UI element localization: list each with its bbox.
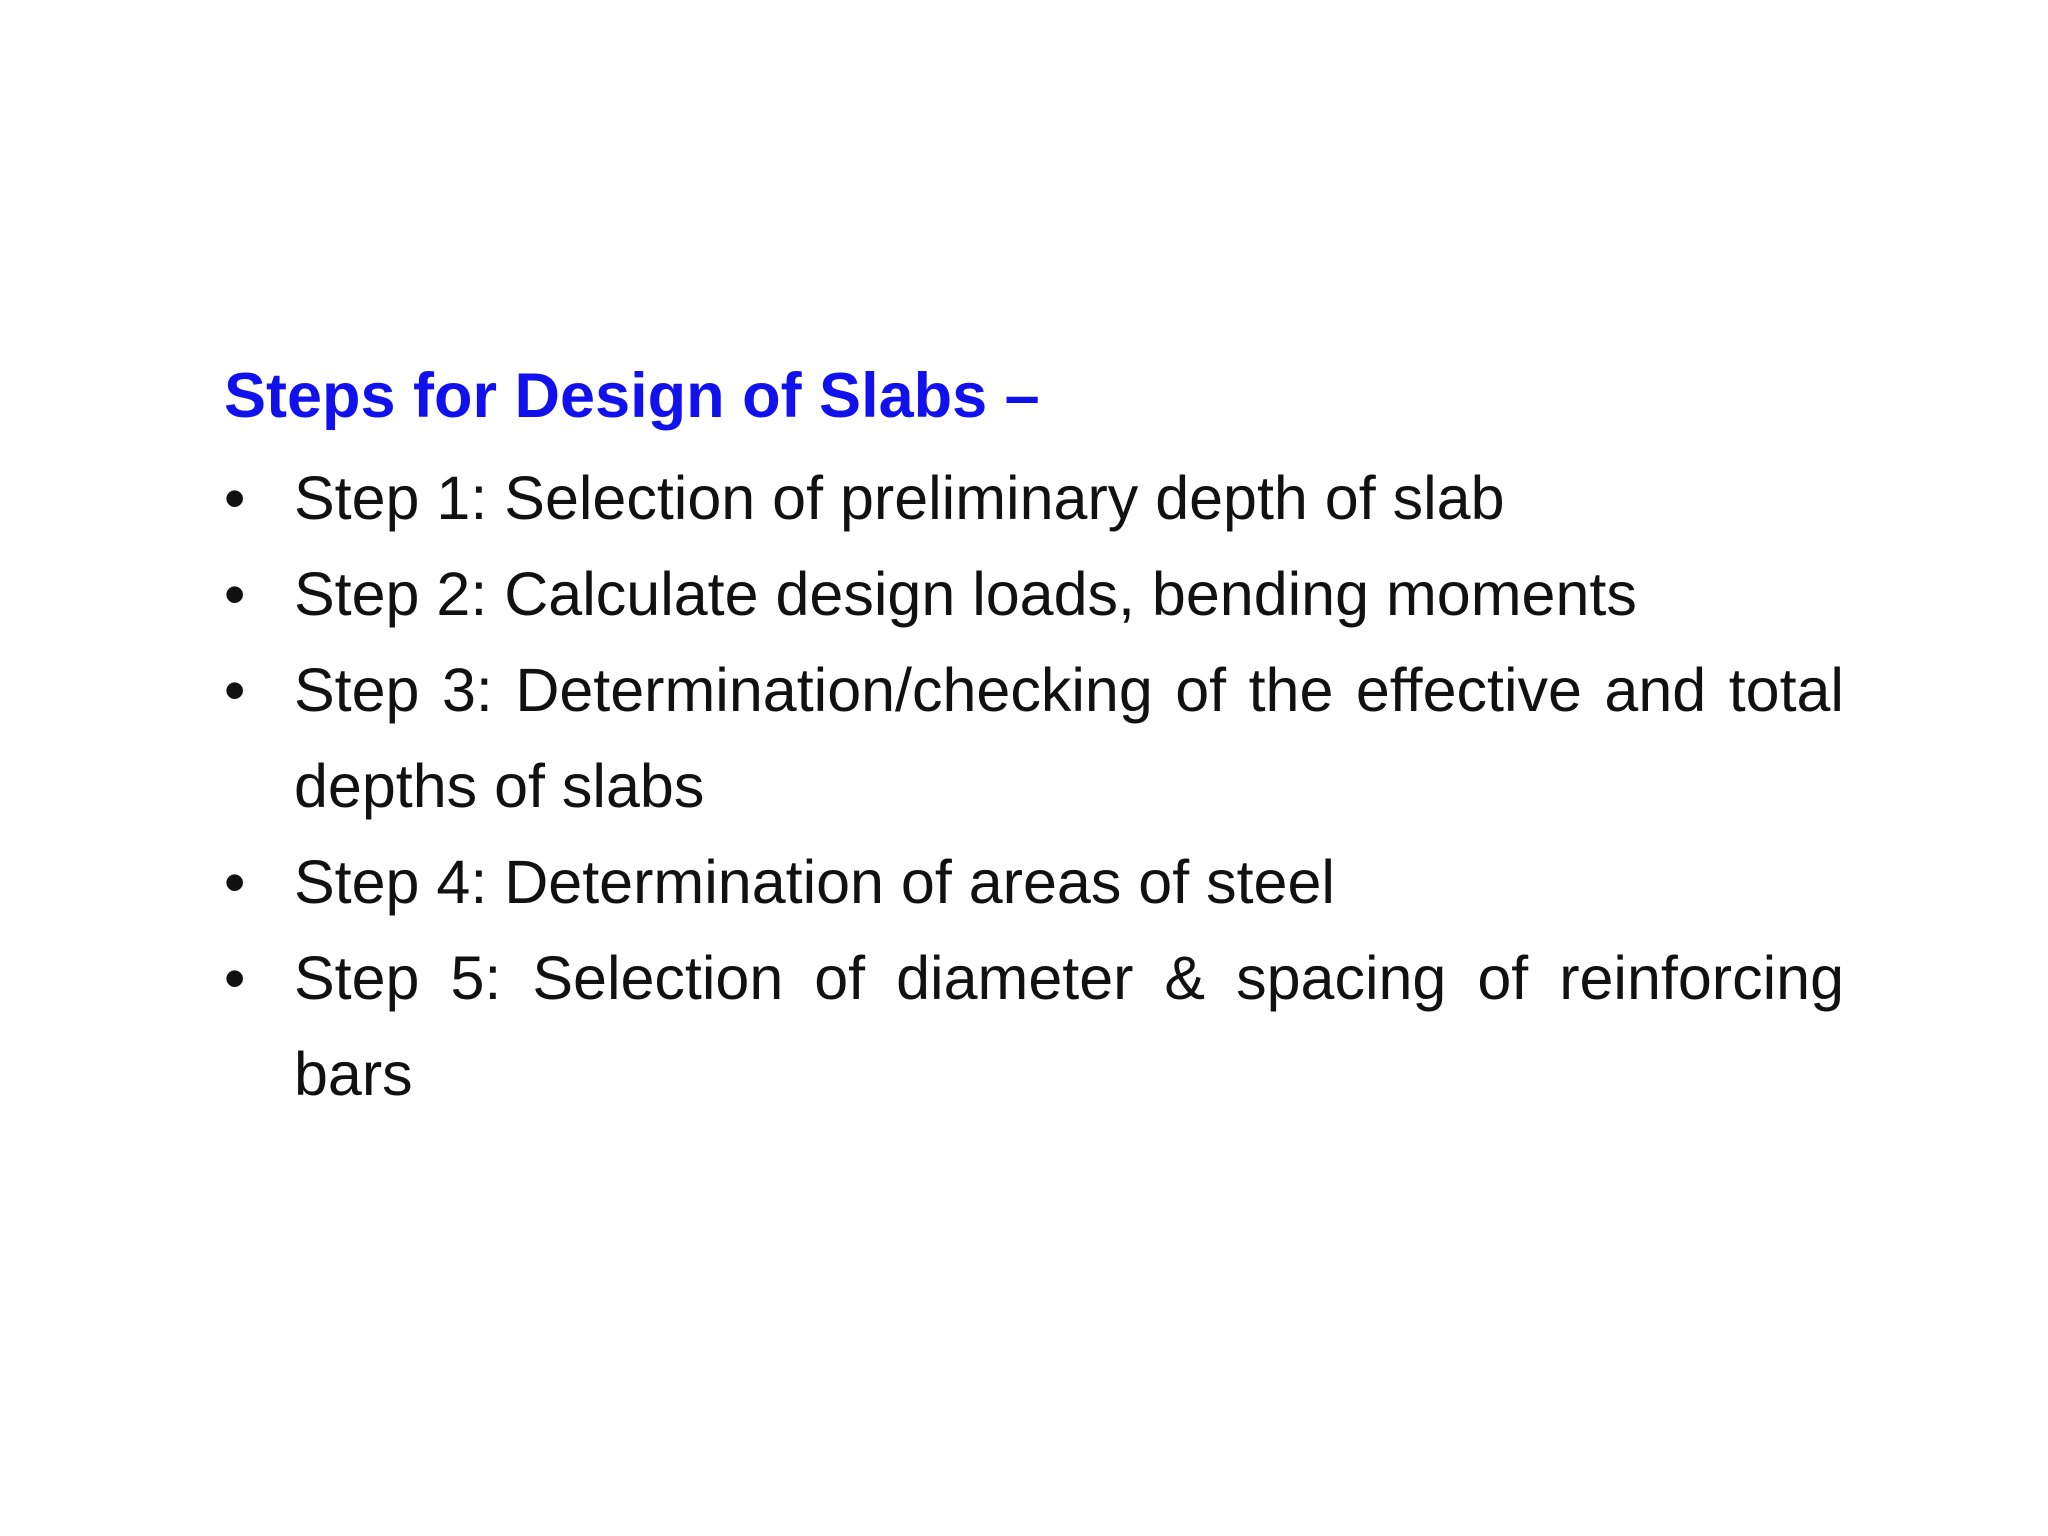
list-item [224, 930, 1844, 1122]
list-item [224, 546, 1844, 642]
step-text: Step 4: Determination of areas of steel [294, 848, 1335, 916]
bullet-icon: • [224, 944, 246, 1012]
step-text: Step 1: Selection of preliminary depth of slab [294, 464, 1505, 532]
step-text: Step 5: Selection of diameter & spacing of reinforcing bars [294, 944, 1844, 1108]
bullet-icon: • [224, 656, 246, 724]
bullet-icon: • [224, 560, 246, 628]
list-item [224, 450, 1844, 546]
slide-content [224, 356, 1844, 1122]
step-text: Step 3: Determination/checking of the effective and total depths of slabs [294, 656, 1844, 820]
list-item [224, 834, 1844, 930]
steps-list [224, 450, 1844, 1122]
slide-heading: Steps for Design of Slabs – [224, 361, 1040, 431]
step-text: Step 2: Calculate design loads, bending moments [294, 560, 1637, 628]
bullet-icon: • [224, 848, 246, 916]
list-item [224, 642, 1844, 834]
bullet-icon: • [224, 464, 246, 532]
